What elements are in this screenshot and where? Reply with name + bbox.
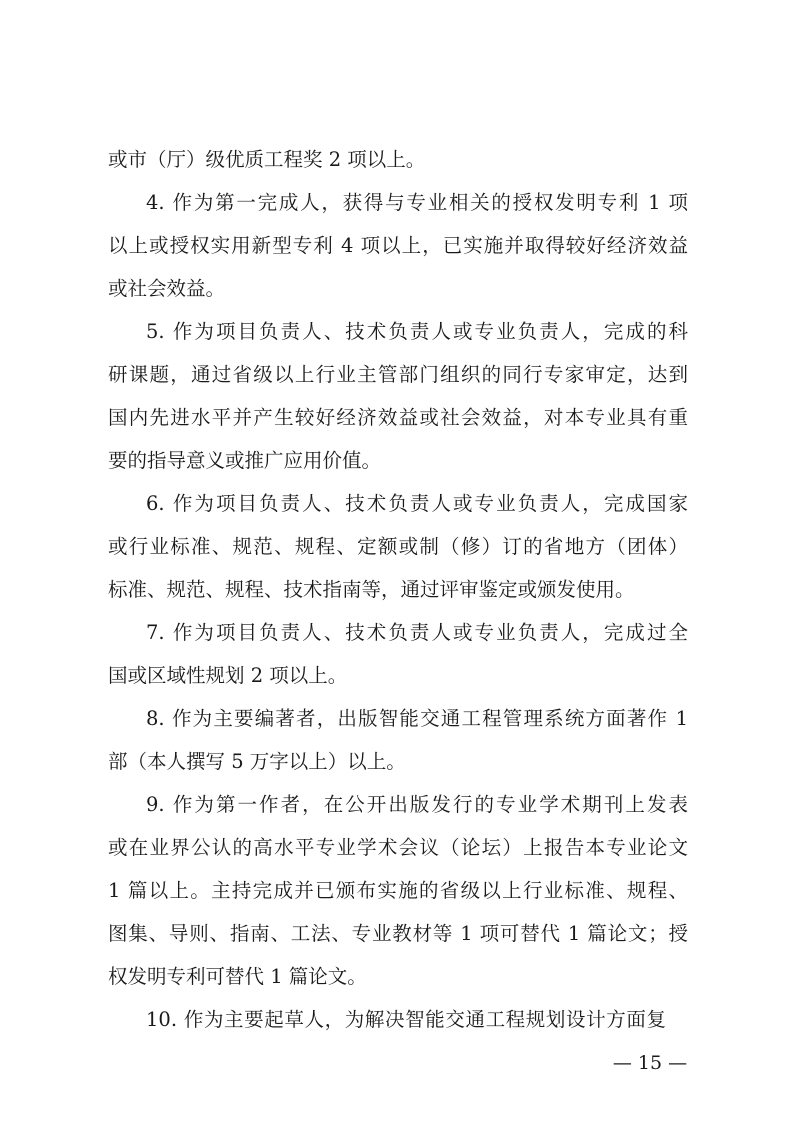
text-line: 或在业界公认的高水平专业学术会议（论坛）上报告本专业论文 xyxy=(108,836,688,859)
text-line: 7. 作为项目负责人、技术负责人或专业负责人，完成过全 xyxy=(146,621,688,644)
text-line: 或行业标准、规范、规程、定额或制（修）订的省地方（团体） xyxy=(108,535,688,558)
text-line: 1 篇以上。主持完成并已颁布实施的省级以上行业标准、规程、 xyxy=(108,879,688,902)
text-line: 或市（厅）级优质工程奖 2 项以上。 xyxy=(108,148,426,171)
text-line: 8. 作为主要编著者，出版智能交通工程管理系统方面著作 1 xyxy=(146,707,688,730)
text-line: 要的指导意义或推广应用价值。 xyxy=(108,449,382,472)
page-number: — 15 — xyxy=(612,1052,688,1074)
text-line: 以上或授权实用新型专利 4 项以上，已实施并取得较好经济效益 xyxy=(108,234,688,257)
text-line: 国或区域性规划 2 项以上。 xyxy=(108,664,348,687)
text-line: 部（本人撰写 5 万字以上）以上。 xyxy=(108,750,406,773)
text-line: 10. 作为主要起草人，为解决智能交通工程规划设计方面复 xyxy=(146,1008,666,1031)
text-line: 研课题，通过省级以上行业主管部门组织的同行专家审定，达到 xyxy=(108,363,688,386)
text-line: 6. 作为项目负责人、技术负责人或专业负责人，完成国家 xyxy=(146,492,688,515)
text-line: 4. 作为第一完成人，获得与专业相关的授权发明专利 1 项 xyxy=(146,191,688,214)
text-line: 或社会效益。 xyxy=(108,277,226,300)
text-line: 标准、规范、规程、技术指南等，通过评审鉴定或颁发使用。 xyxy=(108,578,635,601)
text-line: 国内先进水平并产生较好经济效益或社会效益，对本专业具有重 xyxy=(108,406,688,429)
text-line: 权发明专利可替代 1 篇论文。 xyxy=(108,965,367,988)
text-line: 图集、导则、指南、工法、专业教材等 1 项可替代 1 篇论文；授 xyxy=(108,922,688,945)
text-line: 5. 作为项目负责人、技术负责人或专业负责人，完成的科 xyxy=(146,320,688,343)
text-line: 9. 作为第一作者，在公开出版发行的专业学术期刊上发表 xyxy=(146,793,688,816)
